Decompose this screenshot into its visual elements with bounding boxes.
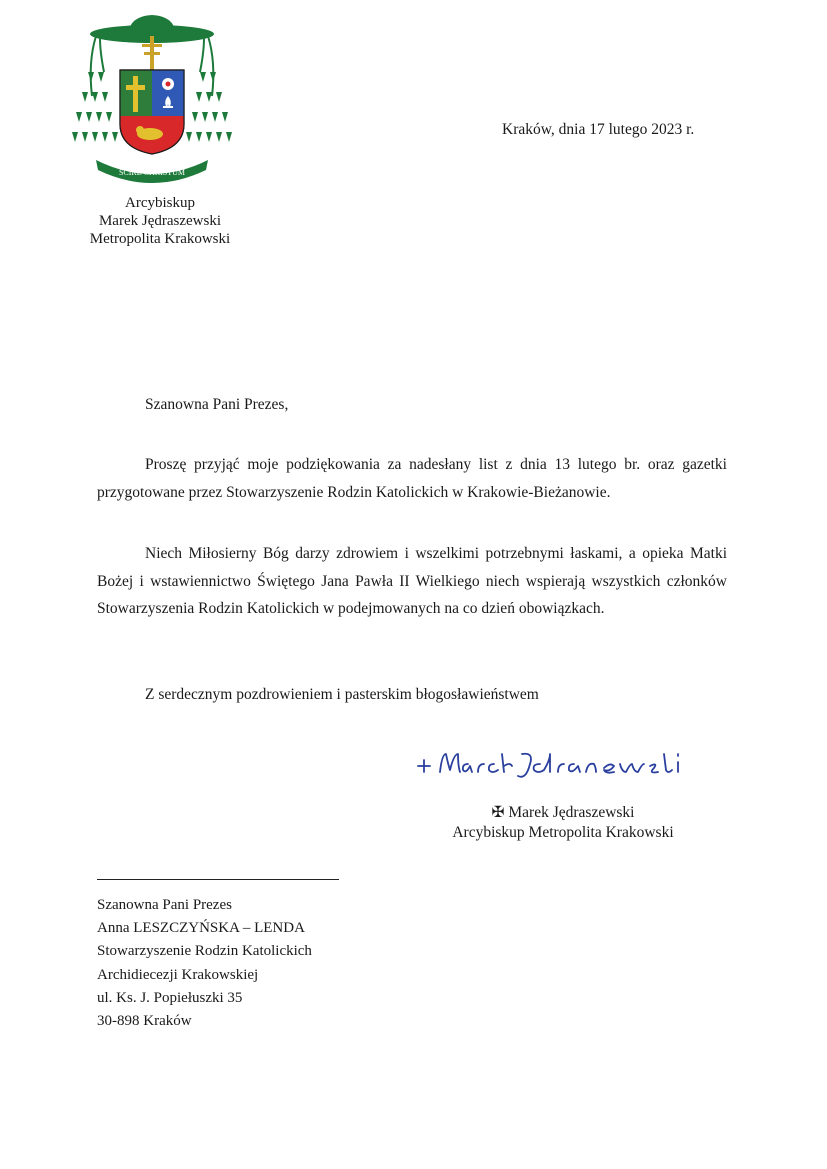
body-paragraph-1	[97, 451, 727, 506]
recipient-line: Anna LESZCZYŃSKA – LENDA	[97, 920, 305, 937]
issuer-block	[60, 194, 260, 248]
recipient-line: Szanowna Pani Prezes	[97, 897, 232, 913]
body-paragraph-2-text: Niech Miłosierny Bóg darzy zdrowiem i wszelkimi potrzebnymi łaskami, a opieka Matki Bożej i wstawiennictwo Świętego Jana Pawła II Wielkiego niech wspierają wszystkich członków Stowarzyszenia Rodzin Katolickich w podejmowanych na co dzień obowiązkach.	[97, 545, 727, 617]
recipient-line: ul. Ks. J. Popiełuszki 35	[97, 989, 243, 1006]
handwritten-signature	[410, 740, 710, 784]
recipient-line: 30-898 Kraków	[97, 1013, 192, 1030]
body-paragraph-2	[97, 540, 727, 623]
salutation: Szanowna Pani Prezes,	[145, 396, 289, 413]
closing-line: Z serdecznym pozdrowieniem i pasterskim błogosławieństwem	[145, 686, 539, 703]
issuer-name: Marek Jędraszewski	[98, 213, 222, 229]
recipient-line: Stowarzyszenie Rodzin Katolickich	[97, 943, 312, 960]
coat-of-arms	[70, 12, 234, 190]
recipient-address	[97, 894, 312, 1033]
issuer-office: Metropolita Krakowski	[89, 231, 231, 247]
coat-of-arms-emblem-icon	[70, 12, 234, 190]
signer-name: ✠ Marek Jędraszewski	[491, 804, 635, 821]
signature-scribble-icon	[410, 740, 710, 784]
signer-block	[390, 803, 736, 843]
signer-title: Arcybiskup Metropolita Krakowski	[452, 824, 674, 841]
issuer-title: Arcybiskup	[125, 195, 195, 211]
address-divider	[97, 879, 339, 880]
dateline: Kraków, dnia 17 lutego 2023 r.	[502, 121, 695, 138]
crest-motto: SCIRE CHRISTUM	[118, 168, 186, 177]
body-paragraph-1-text: Proszę przyjąć moje podziękowania za nadesłany list z dnia 13 lutego br. oraz gazetki przygotowane przez Stowarzyszenie Rodzin Katolickich w Krakowie-Bieżanowie.	[97, 456, 727, 501]
recipient-line: Archidiecezji Krakowskiej	[97, 966, 259, 983]
